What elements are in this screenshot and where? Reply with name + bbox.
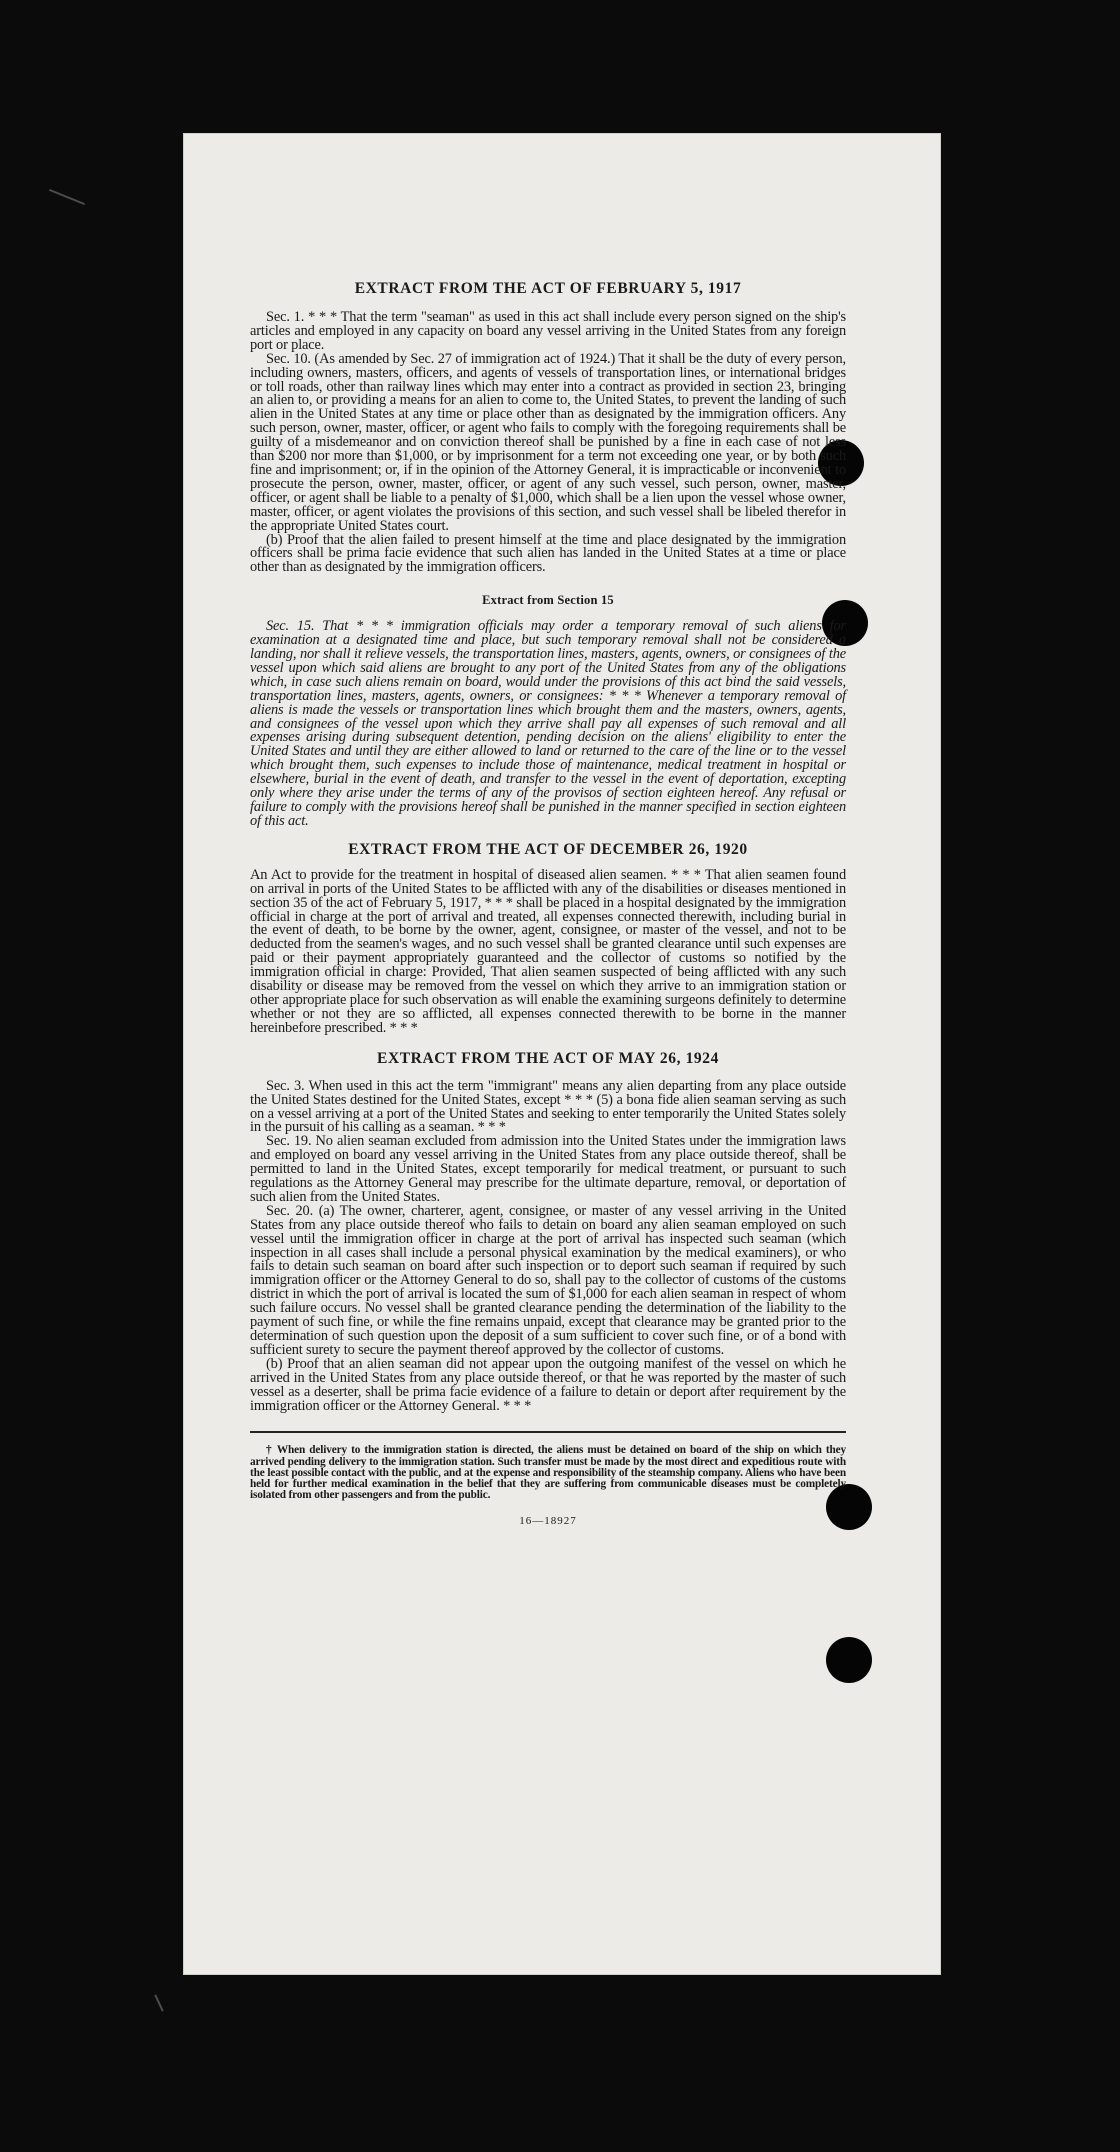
punch-hole — [826, 1637, 872, 1683]
paragraph: Sec. 20. (a) The owner, charterer, agent, consignee, or master of any vessel arriving in the United States from any place outside thereof who fails to detain on board any alien seaman employed on such vessel until the immigration officer in charge at the port of arrival has inspected such seaman (which inspection in all cases shall include a personal physical examination by the medical examiners), or who fails to detain such seaman on board after such inspection or to deport such seaman if required by such immigration officer or the Attorney General to do so, shall pay to the collector of customs of the customs district in which the port of arrival is located the sum of $1,000 for each alien seaman in respect of whom such failure occurs. No vessel shall be granted clearance pending the determination of the liability to the payment of such fine, or while the fine remains unpaid, except that clearance may be granted prior to the determination of such question upon the deposit of a sum sufficient to cover such fine, or of a bond with sufficient surety to secure the payment thereof approved by the collector of customs. — [250, 1202, 846, 1358]
section-heading: EXTRACT FROM THE ACT OF MAY 26, 1924 — [377, 1049, 719, 1067]
film-scratch — [154, 1994, 163, 2011]
film-scratch — [49, 189, 85, 205]
paragraph: Sec. 3. When used in this act the term "immigrant" means any alien departing from any place outside the United States destined for the United States, except * * * (5) a bona fide alien seaman serving as such on a vessel arriving at a port of the United States and seeking to enter temporarily the United States solely in the pursuit of his calling as a seaman. * * * — [250, 1077, 846, 1136]
extract-section-15 — [250, 593, 846, 829]
form-number: 16—18927 — [519, 1515, 577, 1528]
section-heading: Extract from Section 15 — [482, 593, 614, 608]
paragraph: Sec. 19. No alien seaman excluded from admission into the United States under the immigration laws and employed on board any vessel arriving in the United States from any place outside thereof, shall be permitted to land in the United States, except temporarily for medical treatment, or pursuant to such regulations as the Attorney General may prescribe for the ultimate departure, removal, or deportation of such alien from the United States. — [250, 1133, 846, 1205]
paragraph: An Act to provide for the treatment in hospital of diseased alien seamen. * * * That alien seamen found on arrival in ports of the United States to be afflicted with any of the disabilities or diseases mentioned in section 35 of the act of February 5, 1917, * * * shall be placed in a hospital designated by the immigration official in charge at the port of arrival and treated, all expenses connected therewith, including burial in the event of death, to be borne by the owner, agent, consignee, or master of the vessel, and not to be deducted from the seamen's wages, and no such vessel shall be granted clearance until such expenses are paid or their payment appropriately guaranteed and the collector of customs so notified by the immigration official in charge: Provided, That alien seamen suspected of being afflicted with any such disability or disease may be removed from the vessel on which they arrive to an immigration station or other appropriate place for such observation as will enable the examining surgeons definitely to determine whether or not they are so afflicted, all expenses connected therewith to be borne in the manner hereinbefore prescribed. * * * — [250, 866, 846, 1036]
paragraph: Sec. 15. That * * * immigration officials may order a temporary removal of such aliens for examination at a designated time and place, but such temporary removal shall not be considered a landing, nor shall it relieve vessels, the transportation lines, masters, agents, owners, or consignees of the vessel upon which said aliens are brought to any port of the United States from any of the obligations which, in case such aliens remain on board, would under the provisions of this act bind the said vessels, transportation lines, masters, agents, owners, or consignees: * * * Whenever a temporary removal of aliens is made the vessels or transportation lines which brought them and the masters, owners, agents, and consignees of the vessel upon which they arrive shall pay all expenses of such removal and all expenses arising during subsequent detention, pending decision on the aliens' eligibility to enter the United States and until they are either allowed to land or returned to the care of the line or to the vessel which brought them, such expenses to include those of maintenance, medical treatment in hospital or elsewhere, burial in the event of death, and transfer to the vessel in the event of deportation, excepting only where they arise under the terms of any of the provisos of section eighteen hereof. Any refusal or failure to comply with the provisions hereof shall be punished in the manner specified in section eighteen of this act. — [250, 618, 846, 829]
section-heading: EXTRACT FROM THE ACT OF FEBRUARY 5, 1917 — [354, 280, 742, 297]
extract-1920 — [250, 841, 846, 1036]
footnote-text: † When delivery to the immigration station is directed, the aliens must be detained on board of the ship on which they arrived pending delivery to the immigration station. Such transfer must be made by the most direct and expeditious route with the least possible contact with the public, and at the expense and responsibility of the steamship company. Aliens who have been held for further medical examination in the belief that they are suffering from communicable diseases must be completely isolated from other passengers and from the public. — [250, 1444, 846, 1502]
document-text — [250, 280, 846, 1527]
paragraph: (b) Proof that the alien failed to present himself at the time and place designated by the immigration officers shall be prima facie evidence that such alien has landed in the United States at a time or place other than as designated by the immigration officers. — [250, 531, 846, 576]
section-heading: EXTRACT FROM THE ACT OF DECEMBER 26, 1920 — [348, 840, 748, 858]
document-page — [184, 134, 940, 1974]
footnote — [250, 1445, 846, 1501]
paragraph: (b) Proof that an alien seaman did not appear upon the outgoing manifest of the vessel on which he arrived in the United States from any place outside thereof, or that he was reported by the master of such vessel as a deserter, shall be prima facie evidence of a failure to detain or deport after requirement by the immigration officer or the Attorney General. * * * — [250, 1355, 846, 1414]
extract-1924 — [250, 1050, 846, 1414]
extract-1917 — [250, 280, 846, 575]
paragraph: Sec. 1. * * * That the term "seaman" as used in this act shall include every person signed on the ship's articles and employed in any capacity on board any vessel arriving in the United States from any foreign port or place. — [250, 309, 846, 353]
paragraph: Sec. 10. (As amended by Sec. 27 of immigration act of 1924.) That it shall be the duty of every person, including owners, masters, officers, and agents of vessels of transportation lines, or international bridges or toll roads, other than railway lines which may enter into a contract as provided in section 23, bringing an alien to, or providing a means for an alien to come to, the United States, to prevent the landing of such alien in the United States at any time or place other than as designated by the immigration officers. Any such person, owner, master, officer, or agent who fails to comply with the foregoing requirements shall be guilty of a misdemeanor and on conviction thereof shall be punished by a fine in each case of not less than $200 nor more than $1,000, or by imprisonment for a term not exceeding one year, or by both such fine and imprisonment; or, if in the opinion of the Attorney General, it is impracticable or inconvenient to prosecute the person, owner, master, officer, or agent of any such vessel, such person, owner, master, officer, or agent shall be liable to a penalty of $1,000, which shall be a lien upon the vessel whose owner, master, officer, or agent violates the provisions of this section, and such vessel shall be libeled therefor in the appropriate United States court. — [250, 350, 846, 534]
